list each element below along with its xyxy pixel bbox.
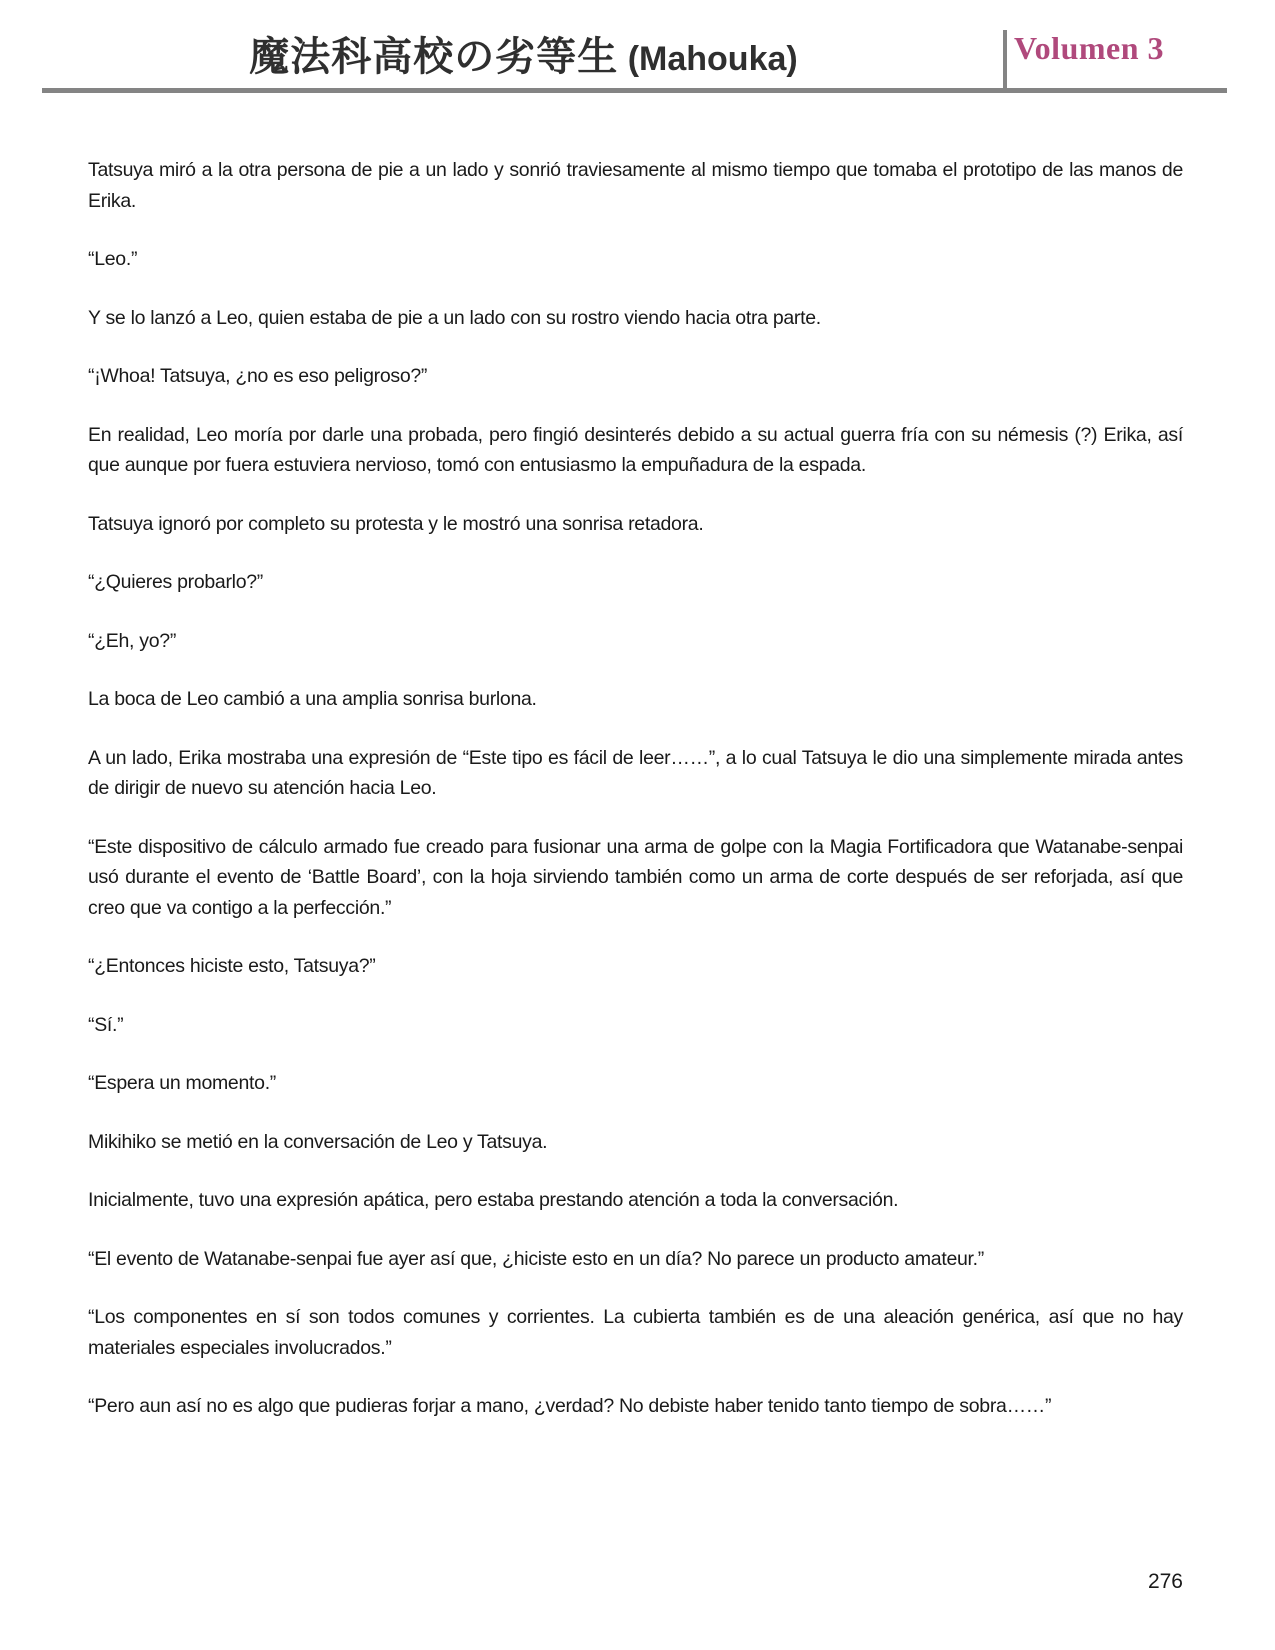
paragraph: “Pero aun así no es algo que pudieras forjar a mano, ¿verdad? No debiste haber tenido tanto tiempo de sobra……” <box>88 1395 1052 1417</box>
paragraph: En realidad, Leo moría por darle una probada, pero fingió desinterés debido a su actual guerra fría con su némesis (?) Erika, así que aunque por fuera estuviera nervioso, tomó con entusiasmo la empuñadura de la espada. <box>88 423 1183 476</box>
body-text <box>88 155 1183 1450</box>
paragraph: La boca de Leo cambió a una amplia sonrisa burlona. <box>88 688 537 710</box>
paragraph: “¿Quieres probarlo?” <box>88 571 263 593</box>
page-title <box>42 28 1005 86</box>
paragraph: Y se lo lanzó a Leo, quien estaba de pie a un lado con su rostro viendo hacia otra parte. <box>88 306 821 329</box>
paragraph: “Los componentes en sí son todos comunes y corrientes. La cubierta también es de una aleación genérica, así que no hay materiales especiales involucrados.” <box>88 1306 1183 1359</box>
page-title-japanese: 魔法科高校の劣等生 <box>249 34 619 79</box>
paragraph: A un lado, Erika mostraba una expresión de “Este tipo es fácil de leer……”, a lo cual Tatsuya le dio una simplemente mirada antes de dirigir de nuevo su atención hacia Leo. <box>88 746 1183 799</box>
paragraph: “¡Whoa! Tatsuya, ¿no es eso peligroso?” <box>88 365 428 387</box>
header-horizontal-rule <box>42 88 1227 93</box>
paragraph: Tatsuya miró a la otra persona de pie a un lado y sonrió traviesamente al mismo tiempo que tomaba el prototipo de las manos de Erika. <box>88 159 1183 212</box>
paragraph: “¿Eh, yo?” <box>88 629 177 652</box>
paragraph: “Espera un momento.” <box>88 1072 277 1094</box>
paragraph: Mikihiko se metió en la conversación de Leo y Tatsuya. <box>88 1130 548 1153</box>
paragraph: Tatsuya ignoró por completo su protesta y le mostró una sonrisa retadora. <box>88 512 704 535</box>
paragraph: “Leo.” <box>88 248 138 270</box>
page-number: 276 <box>1147 1570 1183 1593</box>
header-vertical-divider <box>1003 30 1007 89</box>
page-title-latin: (Mahouka) <box>618 40 798 78</box>
paragraph: “¿Entonces hiciste esto, Tatsuya?” <box>88 955 376 977</box>
paragraph: “Este dispositivo de cálculo armado fue creado para fusionar una arma de golpe con la Magia Fortificadora que Watanabe-senpai usó durante el evento de ‘Battle Board’, con la hoja sirviendo también como un arma de corte después de ser reforjada, así que creo que va contigo a la perfección.” <box>88 835 1183 919</box>
paragraph: “Sí.” <box>88 1013 124 1036</box>
page-header <box>0 0 1275 93</box>
paragraph: Inicialmente, tuvo una expresión apática, pero estaba prestando atención a toda la conversación. <box>88 1189 899 1211</box>
paragraph: “El evento de Watanabe-senpai fue ayer así que, ¿hiciste esto en un día? No parece un producto amateur.” <box>88 1247 984 1270</box>
volume-label: Volumen 3 <box>1014 30 1165 66</box>
